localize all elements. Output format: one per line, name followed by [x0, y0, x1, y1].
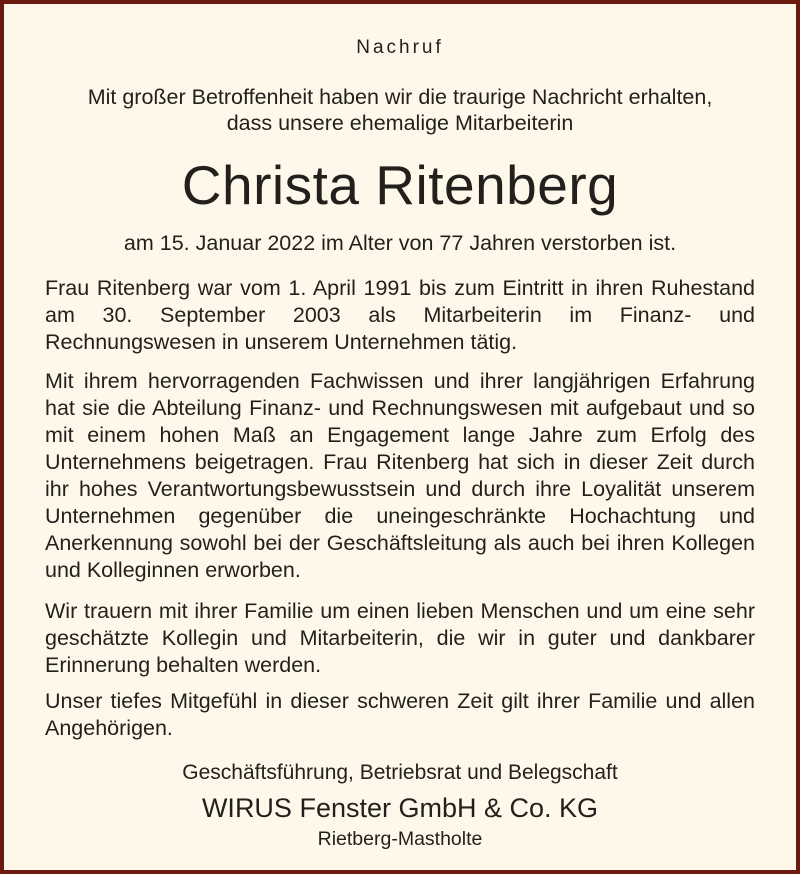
- intro-line: Mit großer Betroffenheit haben wir die traurige Nachricht erhalten,: [87, 85, 713, 109]
- notice-heading: Nachruf: [356, 37, 444, 58]
- intro-line: dass unsere ehemalige Mitarbeiterin: [226, 111, 574, 135]
- mourning-paragraph: Wir trauern mit ihrer Familie um einen lieben Menschen und um eine sehr geschätzte Kollegin und Mitarbeiterin, die wir in guter und dankbarer Erinnerung behalten werden.: [45, 599, 755, 677]
- company-location: Rietberg-Mastholte: [317, 828, 483, 850]
- signatories: Geschäftsführung, Betriebsrat und Belegschaft: [182, 761, 618, 784]
- obituary-notice: [4, 4, 796, 870]
- intro-text: [4, 84, 796, 136]
- death-date-line: am 15. Januar 2022 im Alter von 77 Jahren verstorben ist.: [123, 231, 677, 255]
- deceased-name: Christa Ritenberg: [181, 154, 619, 216]
- condolence-paragraph: Unser tiefes Mitgefühl in dieser schweren Zeit gilt ihrer Familie und allen Angehörigen.: [45, 689, 755, 740]
- company-name: WIRUS Fenster GmbH & Co. KG: [201, 793, 599, 823]
- tenure-paragraph: Frau Ritenberg war vom 1. April 1991 bis zum Eintritt in ihren Ruhestand am 30. September 2003 als Mitarbeiterin im Finanz- und Rechnungswesen in unserem Unternehmen tätig.: [45, 276, 755, 354]
- tribute-paragraph: Mit ihrem hervorragenden Fachwissen und ihrer langjährigen Erfahrung hat sie die Abteilung Finanz- und Rechnungswesen mit aufgebaut und so mit einem hohen Maß an Engagement lange Jahre zum Erfolg des Unternehmens beigetragen. Frau Ritenberg hat sich in dieser Zeit durch ihr hohes Verantwortungsbewusstsein und durch ihre Loyalität unserem Unternehmen gegenüber die uneingeschränkte Hochachtung und Anerkennung sowohl bei der Geschäftsleitung als auch bei ihren Kollegen und Kolleginnen erworben.: [45, 369, 755, 582]
